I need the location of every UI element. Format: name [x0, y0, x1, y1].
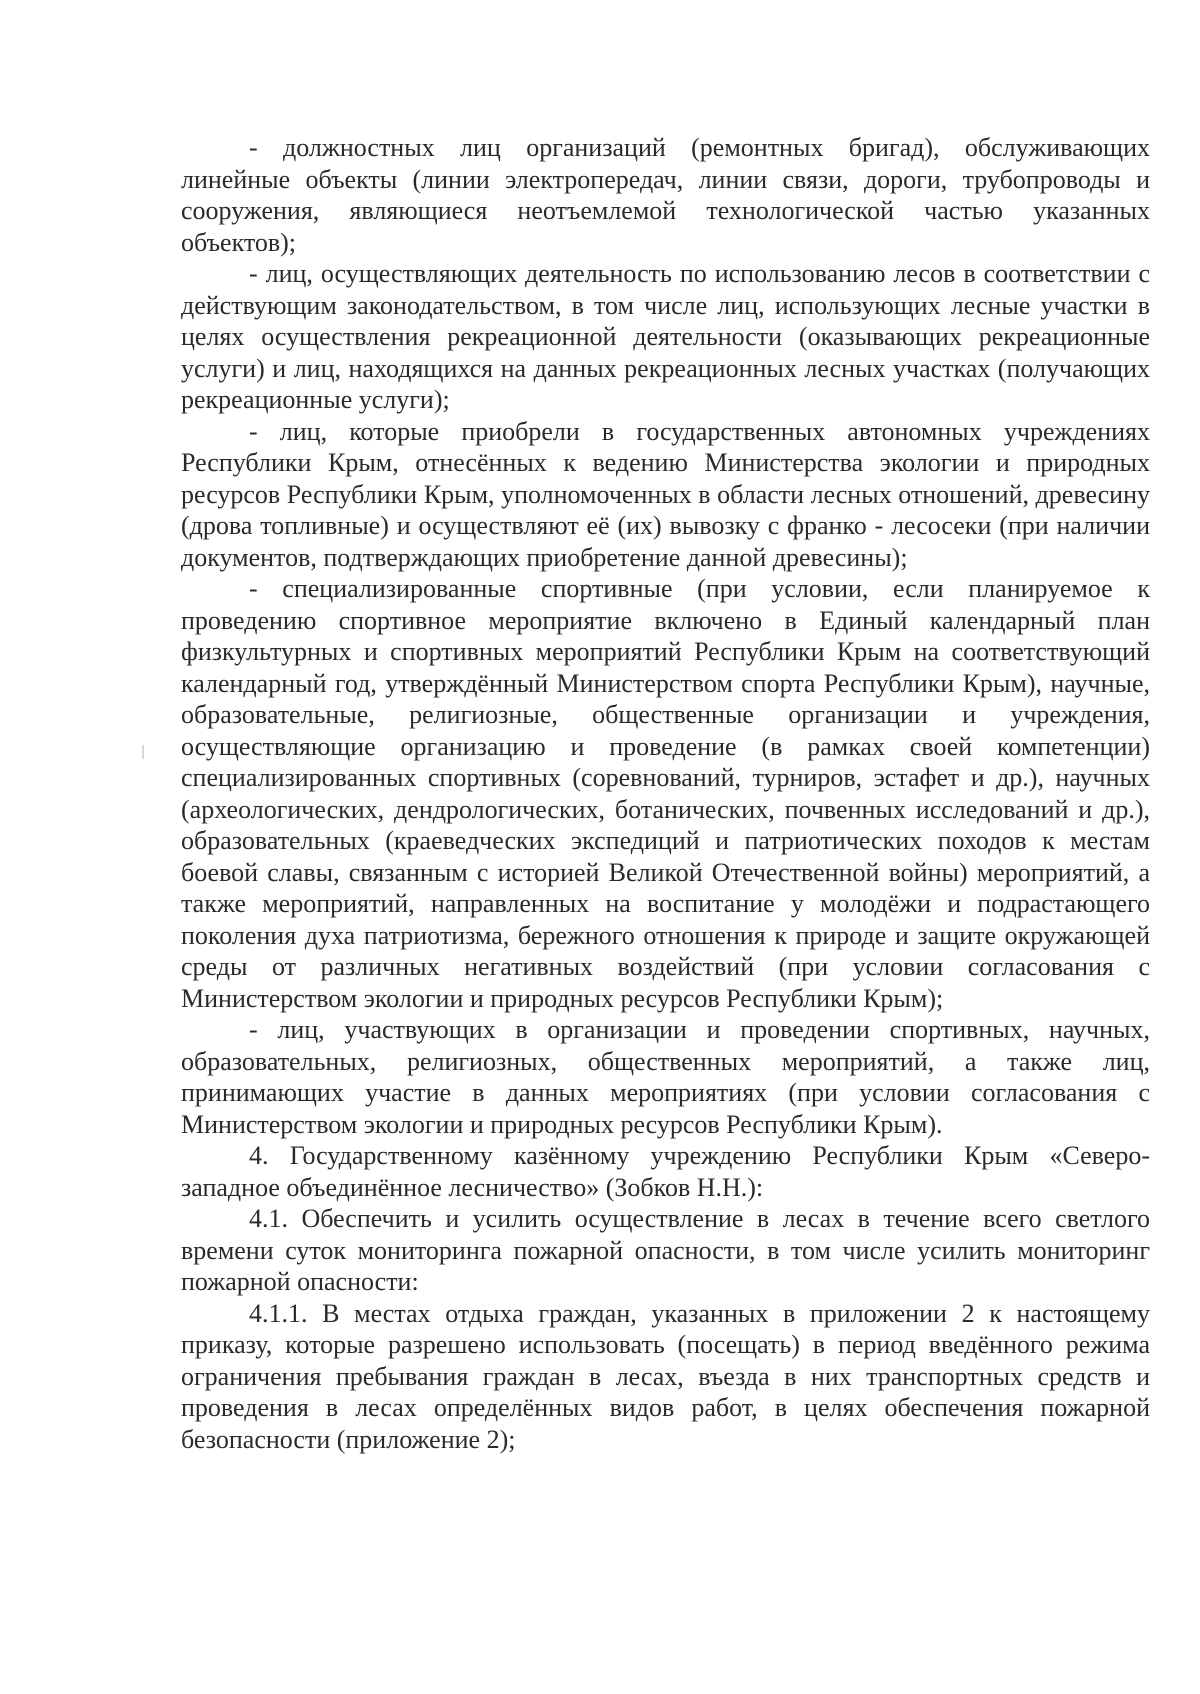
paragraph-item-4-1-1: 4.1.1. В местах отдыха граждан, указанных в приложении 2 к настоящему приказу, которые разрешено использовать (посещать) в период введённого режима ограничения пребывания граждан в лесах, въезда в них транспортных средств и проведения в лесах определённых видов работ, в целях обеспечения пожарной безопасности (приложение 2); — [181, 1298, 1150, 1454]
document-body — [181, 132, 1150, 1455]
paragraph-specialized-organizations: - специализированные спортивные (при условии, если планируемое к проведению спортивное мероприятие включено в Единый календарный план физкультурных и спортивных мероприятий Республики Крым на соответствующий календарный год, утверждённый Министерством спорта Республики Крым), научные, образовательные, религиозные, общественные организации и учреждения, осуществляющие организацию и проведение (в рамках своей компетенции) специализированных спортивных (соревнований, турниров, эстафет и др.), научных (археологических, дендрологических, ботанических, почвенных исследований и др.), образовательных (краеведческих экспедиций и патриотических походов к местам боевой славы, связанным с историей Великой Отечественной войны) мероприятий, а также мероприятий, направленных на воспитание у молодёжи и подрастающего поколения духа патриотизма, бережного отношения к природе и защите окружающей среды от различных негативных воздействий (при условии согласования с Министерством экологии и природных ресурсов Республики Крым); — [181, 574, 1150, 1013]
paragraph-officials-linear-objects: - должностных лиц организаций (ремонтных бригад), обслуживающих линейные объекты (линии электропередач, линии связи, дороги, трубопроводы и сооружения, являющиеся неотъемлемой технологической частью указанных объектов); — [181, 133, 1150, 257]
paragraph-event-participants: - лиц, участвующих в организации и проведении спортивных, научных, образовательных, религиозных, общественных мероприятий, а также лиц, принимающих участие в данных мероприятиях (при условии согласования с Министерством экологии и природных ресурсов Республики Крым). — [181, 1015, 1150, 1139]
paragraph-item-4: 4. Государственному казённому учреждению Республики Крым «Северо-западное объединённое лесничество» (Зобков Н.Н.): — [181, 1141, 1150, 1202]
scan-artifact — [142, 745, 144, 759]
paragraph-wood-buyers: - лиц, которые приобрели в государственных автономных учреждениях Республики Крым, отнесённых к ведению Министерства экологии и природных ресурсов Республики Крым, уполномоченных в области лесных отношений, древесину (дрова топливные) и осуществляют её (их) вывозку с франко - лесосеки (при наличии документов, подтверждающих приобретение данной древесины); — [181, 416, 1150, 572]
paragraph-forest-users: - лиц, осуществляющих деятельность по использованию лесов в соответствии с действующим законодательством, в том числе лиц, использующих лесные участки в целях осуществления рекреационной деятельности (оказывающих рекреационные услуги) и лиц, находящихся на данных рекреационных лесных участках (получающих рекреационные услуги); — [181, 259, 1150, 414]
paragraph-item-4-1: 4.1. Обеспечить и усилить осуществление в лесах в течение всего светлого времени суток мониторинга пожарной опасности, в том числе усилить мониторинг пожарной опасности: — [181, 1204, 1150, 1296]
